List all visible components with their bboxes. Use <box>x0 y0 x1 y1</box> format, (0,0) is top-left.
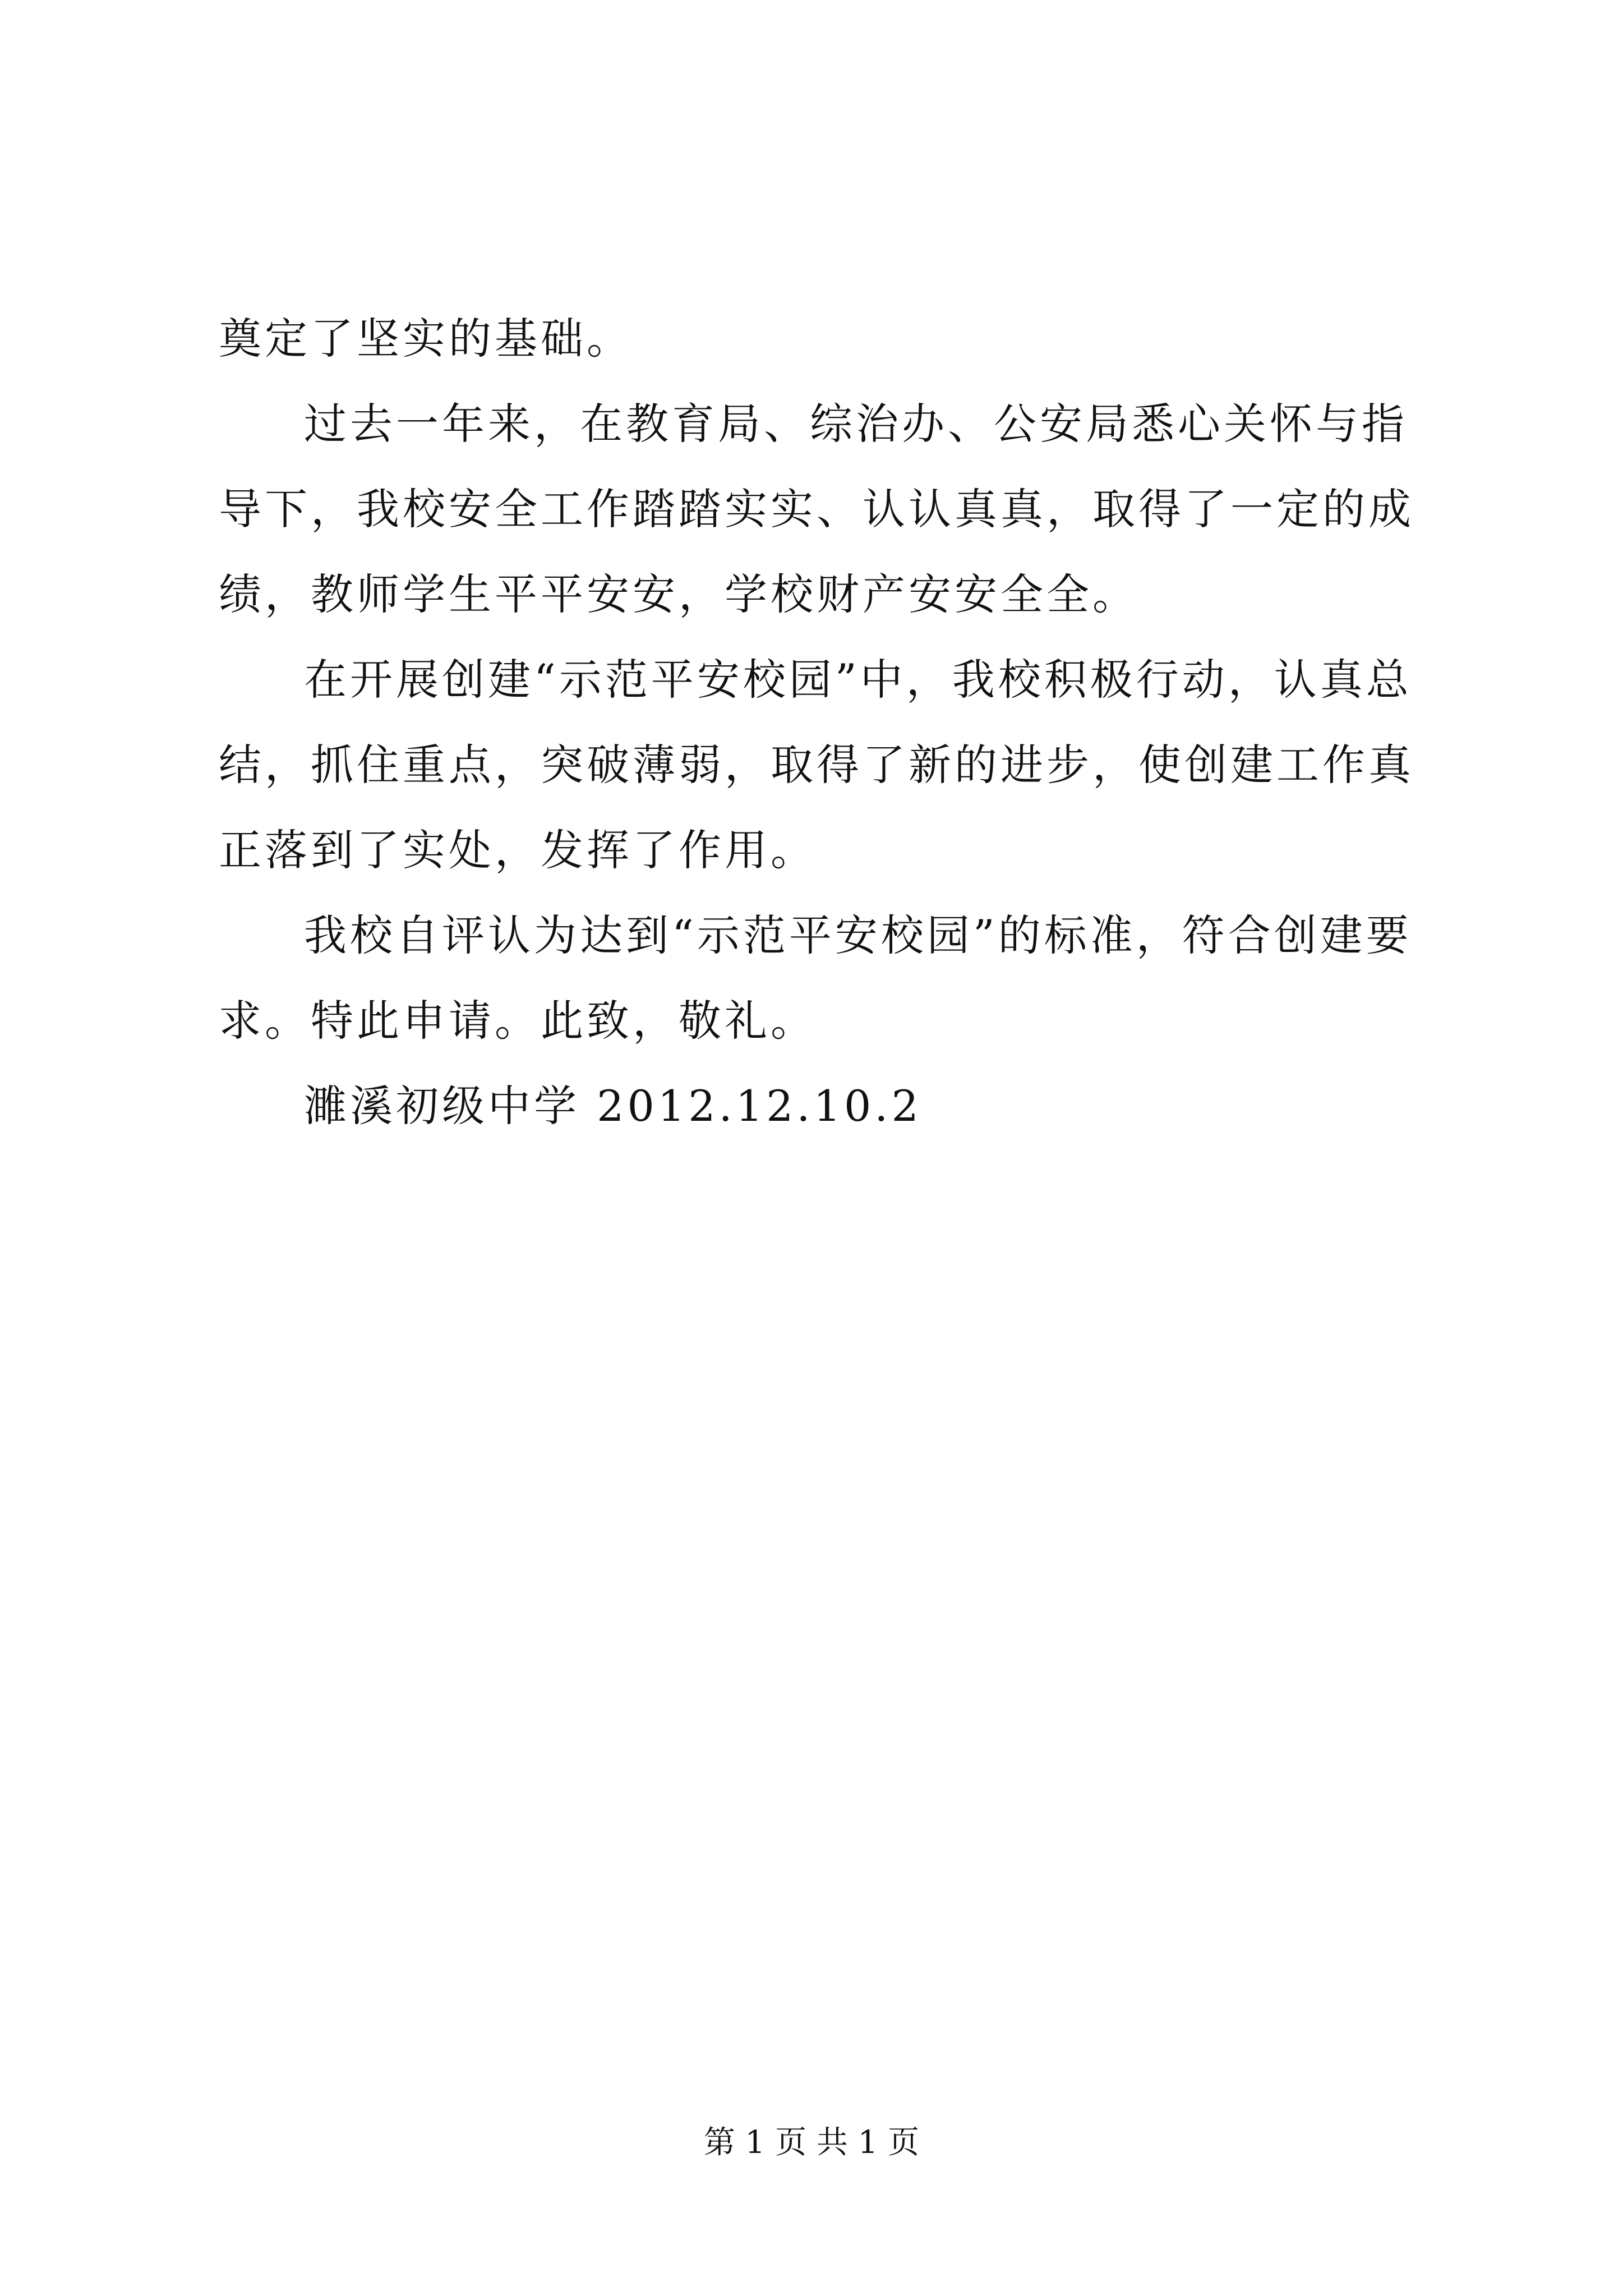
paragraph-self-evaluation: 我校自评认为达到“示范平安校园”的标准，符合创建要求。特此申请。此致，敬礼。 <box>219 910 1412 1046</box>
page-footer: 第 1 页 共 1 页 <box>703 2124 920 2161</box>
document-body <box>219 296 1424 1149</box>
paragraph-continuation: 奠定了坚实的基础。 <box>219 314 633 364</box>
paragraph-signature-date: 濉溪初级中学 2012.12.10.2 <box>304 1081 922 1131</box>
paragraph-safety-work: 过去一年来，在教育局、综治办、公安局悉心关怀与指导下，我校安全工作踏踏实实、认认真真，取得了一定的成绩，教师学生平平安安，学校财产安安全全。 <box>219 399 1414 619</box>
paragraph-campus-creation: 在开展创建“示范平安校园”中，我校积极行动，认真总结，抓住重点，突破薄弱，取得了新的进步，使创建工作真正落到了实处，发挥了作用。 <box>219 655 1414 875</box>
